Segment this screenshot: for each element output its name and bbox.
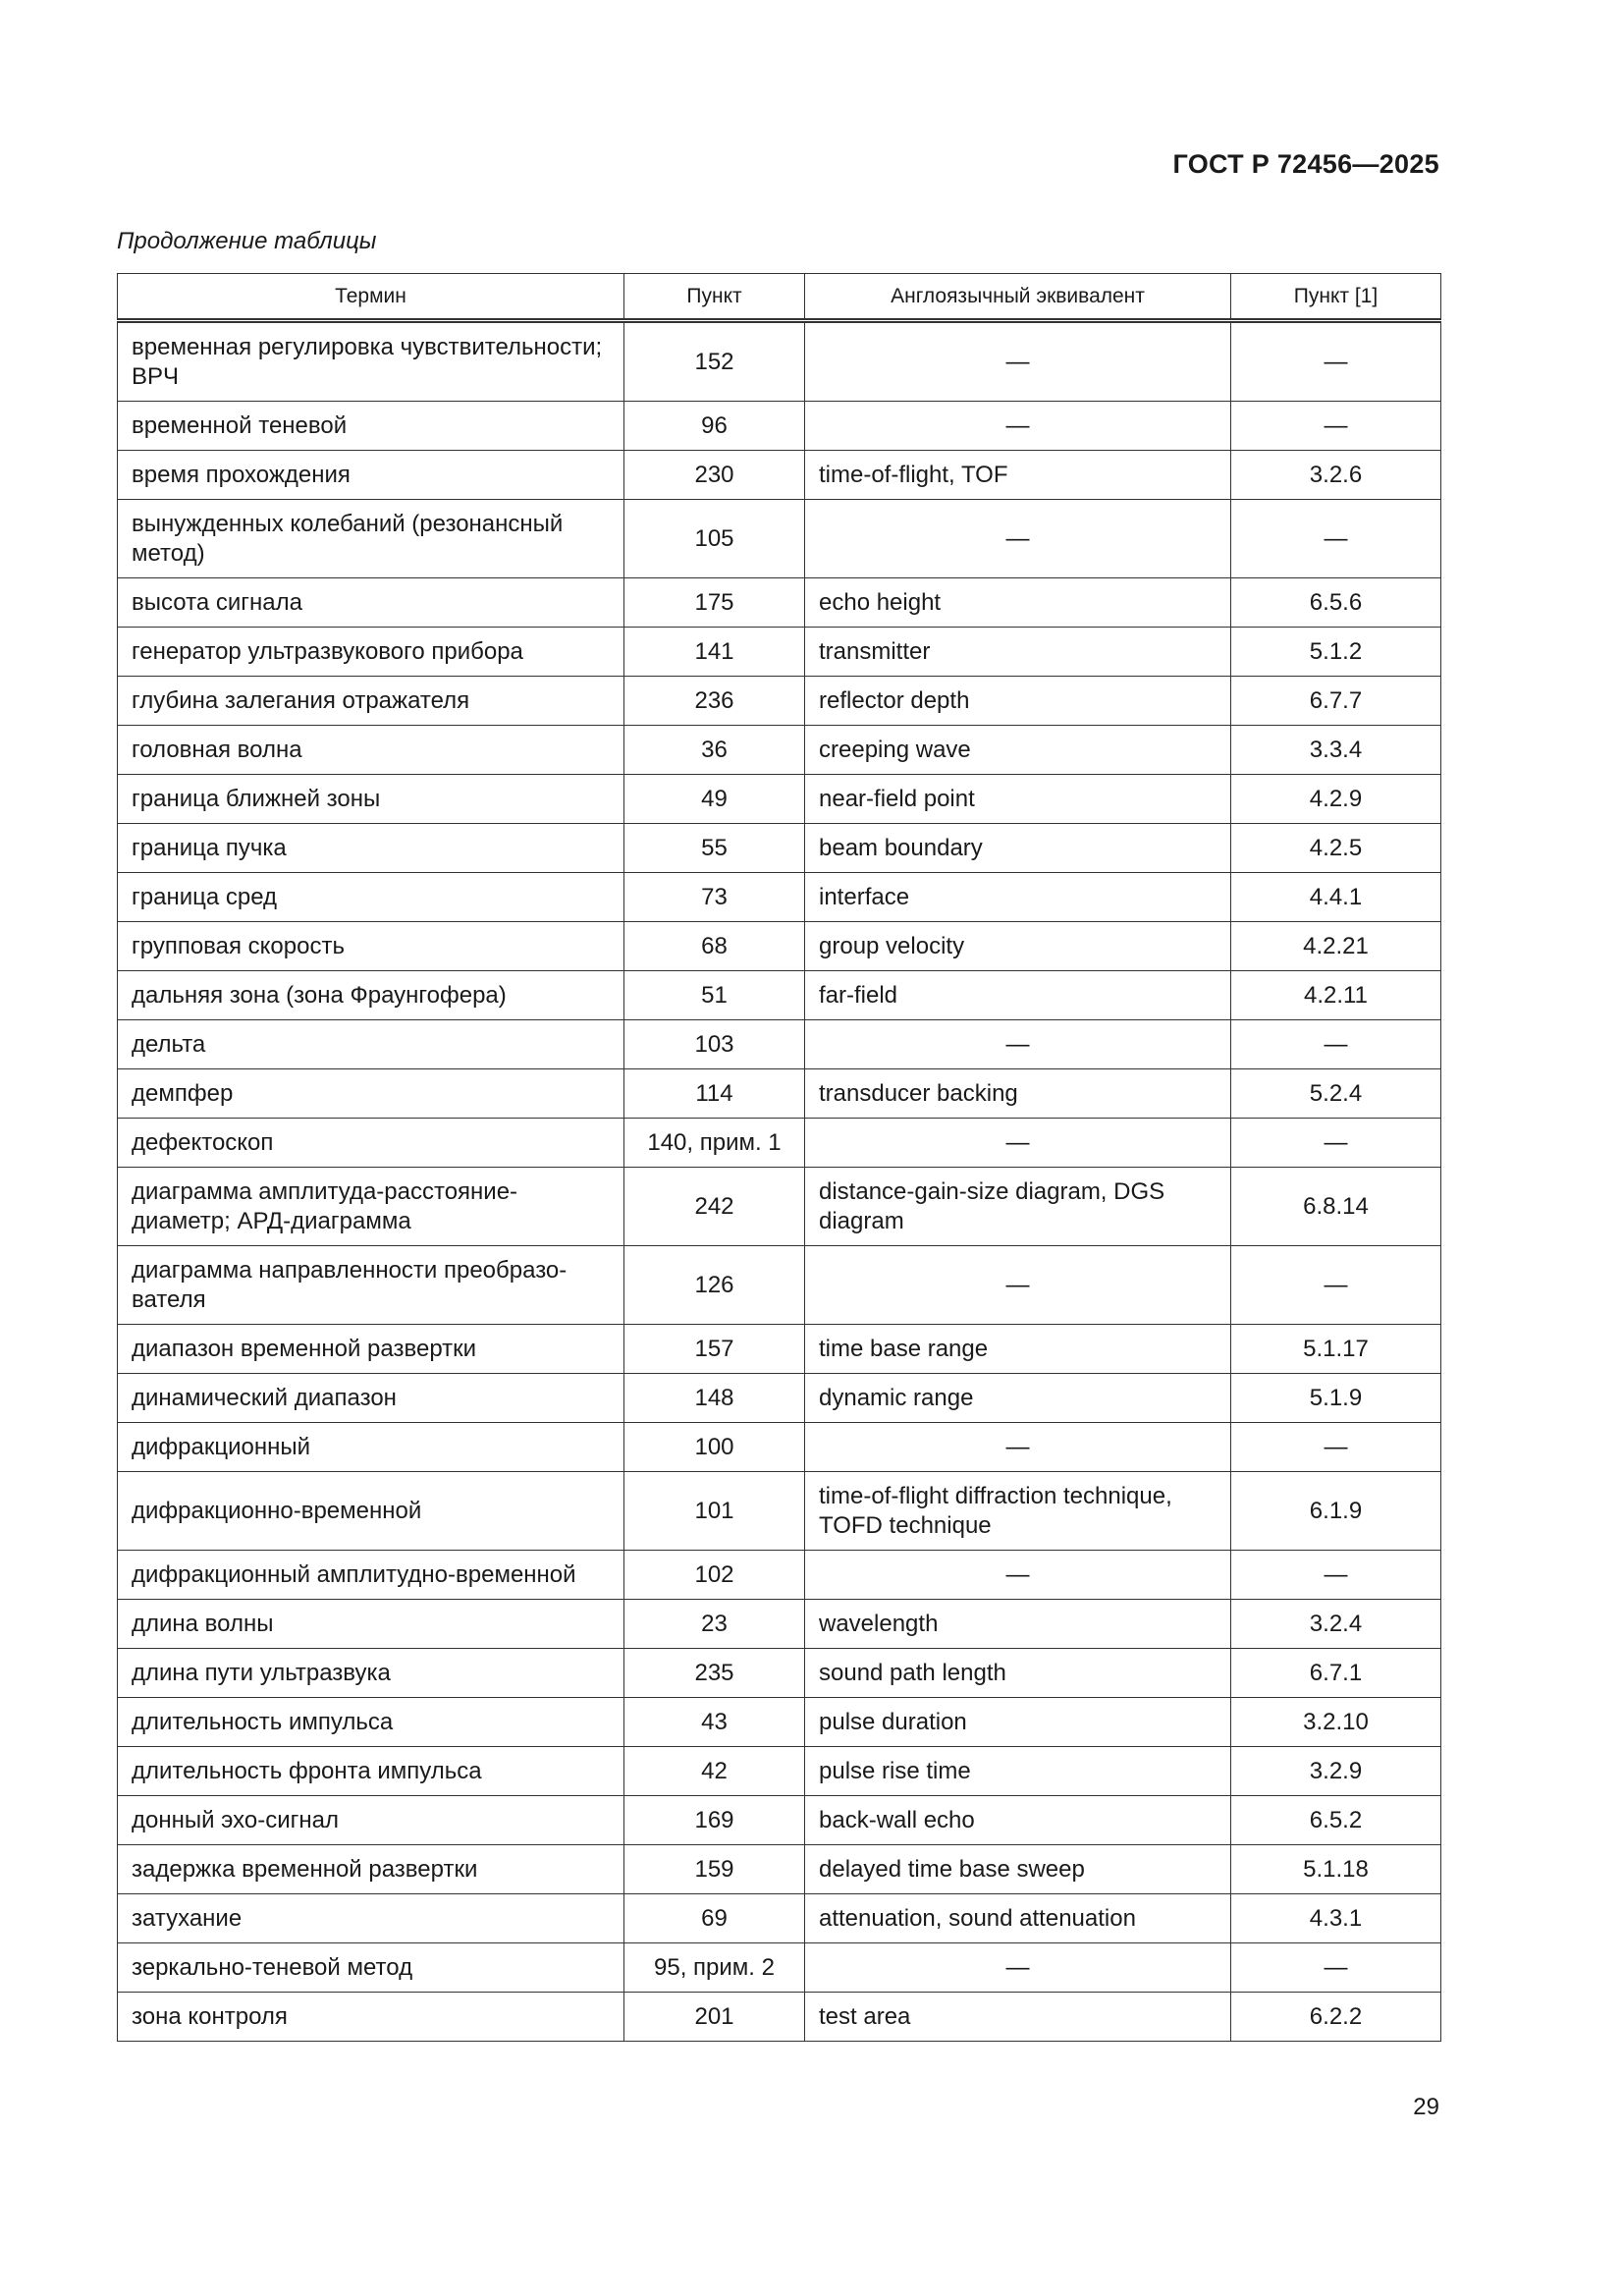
- table-row: [118, 775, 1441, 824]
- reference-cell: 3.2.6: [1231, 451, 1441, 500]
- reference-cell: 6.7.7: [1231, 677, 1441, 726]
- term-cell: задержка временной развертки: [118, 1845, 624, 1894]
- clause-cell: 236: [624, 677, 805, 726]
- term-cell: высота сигнала: [118, 578, 624, 628]
- term-cell: генератор ультразвукового прибора: [118, 628, 624, 677]
- reference-cell: —: [1231, 1551, 1441, 1600]
- term-cell: время прохождения: [118, 451, 624, 500]
- term-cell: диапазон временной развертки: [118, 1325, 624, 1374]
- english-cell: dynamic range: [805, 1374, 1231, 1423]
- table-row: [118, 1698, 1441, 1747]
- english-cell: sound path length: [805, 1649, 1231, 1698]
- english-cell: back-wall echo: [805, 1796, 1231, 1845]
- table-row: [118, 451, 1441, 500]
- term-cell: демпфер: [118, 1069, 624, 1119]
- english-cell: time-of-flight diffraction technique, TOFD technique: [805, 1472, 1231, 1551]
- table-row: [118, 726, 1441, 775]
- term-cell: временная регулировка чувствительности; ВРЧ: [118, 321, 624, 402]
- table-row: [118, 1168, 1441, 1246]
- english-cell: time base range: [805, 1325, 1231, 1374]
- reference-cell: 4.2.11: [1231, 971, 1441, 1020]
- english-cell: reflector depth: [805, 677, 1231, 726]
- reference-cell: 4.2.5: [1231, 824, 1441, 873]
- term-cell: зона контроля: [118, 1993, 624, 2042]
- document-number: ГОСТ Р 72456—2025: [1172, 149, 1439, 179]
- table-row: [118, 922, 1441, 971]
- clause-cell: 69: [624, 1894, 805, 1943]
- reference-cell: 5.1.18: [1231, 1845, 1441, 1894]
- reference-cell: 6.8.14: [1231, 1168, 1441, 1246]
- reference-cell: 6.2.2: [1231, 1993, 1441, 2042]
- column-header-clause: Пункт: [624, 274, 805, 321]
- reference-cell: —: [1231, 1020, 1441, 1069]
- term-cell: граница ближней зоны: [118, 775, 624, 824]
- clause-cell: 100: [624, 1423, 805, 1472]
- clause-cell: 159: [624, 1845, 805, 1894]
- clause-cell: 157: [624, 1325, 805, 1374]
- english-cell: beam boundary: [805, 824, 1231, 873]
- table-caption: Продолжение таблицы: [117, 228, 377, 254]
- term-cell: затухание: [118, 1894, 624, 1943]
- reference-cell: —: [1231, 402, 1441, 451]
- english-cell: —: [805, 1246, 1231, 1325]
- table-row: [118, 402, 1441, 451]
- english-cell: —: [805, 402, 1231, 451]
- clause-cell: 175: [624, 578, 805, 628]
- english-cell: transmitter: [805, 628, 1231, 677]
- table-row: [118, 1020, 1441, 1069]
- clause-cell: 141: [624, 628, 805, 677]
- english-cell: distance-gain-size diagram, DGS diagram: [805, 1168, 1231, 1246]
- clause-cell: 114: [624, 1069, 805, 1119]
- english-cell: creeping wave: [805, 726, 1231, 775]
- term-cell: временной теневой: [118, 402, 624, 451]
- english-cell: wavelength: [805, 1600, 1231, 1649]
- english-cell: test area: [805, 1993, 1231, 2042]
- term-cell: дальняя зона (зона Фраунгофера): [118, 971, 624, 1020]
- english-cell: transducer backing: [805, 1069, 1231, 1119]
- term-cell: дельта: [118, 1020, 624, 1069]
- reference-cell: 5.2.4: [1231, 1069, 1441, 1119]
- english-cell: pulse duration: [805, 1698, 1231, 1747]
- reference-cell: —: [1231, 500, 1441, 578]
- english-cell: —: [805, 321, 1231, 402]
- english-cell: —: [805, 1020, 1231, 1069]
- clause-cell: 169: [624, 1796, 805, 1845]
- term-cell: дефектоскоп: [118, 1119, 624, 1168]
- table-row: [118, 1374, 1441, 1423]
- page-number: 29: [1413, 2094, 1439, 2120]
- table-row: [118, 873, 1441, 922]
- clause-cell: 36: [624, 726, 805, 775]
- term-cell: дифракционный амплитудно-временной: [118, 1551, 624, 1600]
- reference-cell: 4.2.9: [1231, 775, 1441, 824]
- english-cell: —: [805, 1423, 1231, 1472]
- column-header-reference-clause: Пункт [1]: [1231, 274, 1441, 321]
- term-cell: граница пучка: [118, 824, 624, 873]
- table-row: [118, 1119, 1441, 1168]
- term-cell: головная волна: [118, 726, 624, 775]
- table-row: [118, 1993, 1441, 2042]
- clause-cell: 101: [624, 1472, 805, 1551]
- clause-cell: 235: [624, 1649, 805, 1698]
- clause-cell: 152: [624, 321, 805, 402]
- term-cell: длительность импульса: [118, 1698, 624, 1747]
- table-row: [118, 321, 1441, 402]
- term-cell: глубина залегания отражателя: [118, 677, 624, 726]
- table-row: [118, 1747, 1441, 1796]
- reference-cell: 3.2.4: [1231, 1600, 1441, 1649]
- english-cell: —: [805, 1119, 1231, 1168]
- table-row: [118, 1069, 1441, 1119]
- reference-cell: —: [1231, 1246, 1441, 1325]
- clause-cell: 23: [624, 1600, 805, 1649]
- table-row: [118, 677, 1441, 726]
- clause-cell: 42: [624, 1747, 805, 1796]
- table-row: [118, 1246, 1441, 1325]
- term-cell: дифракционный: [118, 1423, 624, 1472]
- clause-cell: 49: [624, 775, 805, 824]
- clause-cell: 230: [624, 451, 805, 500]
- term-cell: граница сред: [118, 873, 624, 922]
- term-cell: диаграмма амплитуда-расстояние-диаметр; АРД-диаграмма: [118, 1168, 624, 1246]
- clause-cell: 95, прим. 2: [624, 1943, 805, 1993]
- table-row: [118, 500, 1441, 578]
- reference-cell: 3.3.4: [1231, 726, 1441, 775]
- clause-cell: 242: [624, 1168, 805, 1246]
- table-row: [118, 824, 1441, 873]
- english-cell: delayed time base sweep: [805, 1845, 1231, 1894]
- clause-cell: 43: [624, 1698, 805, 1747]
- english-cell: —: [805, 500, 1231, 578]
- table-row: [118, 578, 1441, 628]
- reference-cell: 4.3.1: [1231, 1894, 1441, 1943]
- clause-cell: 68: [624, 922, 805, 971]
- term-cell: вынужденных колебаний (резонансный метод): [118, 500, 624, 578]
- table-row: [118, 971, 1441, 1020]
- table-row: [118, 1551, 1441, 1600]
- english-cell: pulse rise time: [805, 1747, 1231, 1796]
- table-row: [118, 1600, 1441, 1649]
- english-cell: attenuation, sound attenuation: [805, 1894, 1231, 1943]
- reference-cell: 5.1.2: [1231, 628, 1441, 677]
- term-cell: длина волны: [118, 1600, 624, 1649]
- term-cell: зеркально-теневой метод: [118, 1943, 624, 1993]
- reference-cell: 3.2.9: [1231, 1747, 1441, 1796]
- column-header-term: Термин: [118, 274, 624, 321]
- reference-cell: —: [1231, 321, 1441, 402]
- reference-cell: —: [1231, 1423, 1441, 1472]
- english-cell: time-of-flight, TOF: [805, 451, 1231, 500]
- reference-cell: 6.5.6: [1231, 578, 1441, 628]
- reference-cell: 3.2.10: [1231, 1698, 1441, 1747]
- table-row: [118, 1649, 1441, 1698]
- clause-cell: 148: [624, 1374, 805, 1423]
- reference-cell: 4.4.1: [1231, 873, 1441, 922]
- table-row: [118, 1796, 1441, 1845]
- clause-cell: 102: [624, 1551, 805, 1600]
- reference-cell: 6.7.1: [1231, 1649, 1441, 1698]
- reference-cell: —: [1231, 1943, 1441, 1993]
- term-cell: донный эхо-сигнал: [118, 1796, 624, 1845]
- reference-cell: 4.2.21: [1231, 922, 1441, 971]
- clause-cell: 201: [624, 1993, 805, 2042]
- term-cell: динамический диапазон: [118, 1374, 624, 1423]
- english-cell: —: [805, 1551, 1231, 1600]
- clause-cell: 55: [624, 824, 805, 873]
- term-cell: диаграмма направленности преобразо-вателя: [118, 1246, 624, 1325]
- english-cell: interface: [805, 873, 1231, 922]
- table-row: [118, 628, 1441, 677]
- term-cell: длительность фронта импульса: [118, 1747, 624, 1796]
- reference-cell: 5.1.9: [1231, 1374, 1441, 1423]
- english-cell: group velocity: [805, 922, 1231, 971]
- column-header-english-equivalent: Англоязычный эквивалент: [805, 274, 1231, 321]
- reference-cell: 6.5.2: [1231, 1796, 1441, 1845]
- english-cell: far-field: [805, 971, 1231, 1020]
- table-header-row: [118, 274, 1441, 321]
- terms-table: [117, 273, 1441, 2042]
- table-row: [118, 1423, 1441, 1472]
- term-cell: групповая скорость: [118, 922, 624, 971]
- clause-cell: 105: [624, 500, 805, 578]
- clause-cell: 103: [624, 1020, 805, 1069]
- reference-cell: 6.1.9: [1231, 1472, 1441, 1551]
- english-cell: —: [805, 1943, 1231, 1993]
- clause-cell: 140, прим. 1: [624, 1119, 805, 1168]
- english-cell: echo height: [805, 578, 1231, 628]
- table-row: [118, 1894, 1441, 1943]
- clause-cell: 126: [624, 1246, 805, 1325]
- table-row: [118, 1325, 1441, 1374]
- clause-cell: 51: [624, 971, 805, 1020]
- table-row: [118, 1943, 1441, 1993]
- clause-cell: 73: [624, 873, 805, 922]
- table-row: [118, 1845, 1441, 1894]
- reference-cell: 5.1.17: [1231, 1325, 1441, 1374]
- reference-cell: —: [1231, 1119, 1441, 1168]
- table-row: [118, 1472, 1441, 1551]
- english-cell: near-field point: [805, 775, 1231, 824]
- term-cell: длина пути ультразвука: [118, 1649, 624, 1698]
- term-cell: дифракционно-временной: [118, 1472, 624, 1551]
- clause-cell: 96: [624, 402, 805, 451]
- table-body: [118, 321, 1441, 2042]
